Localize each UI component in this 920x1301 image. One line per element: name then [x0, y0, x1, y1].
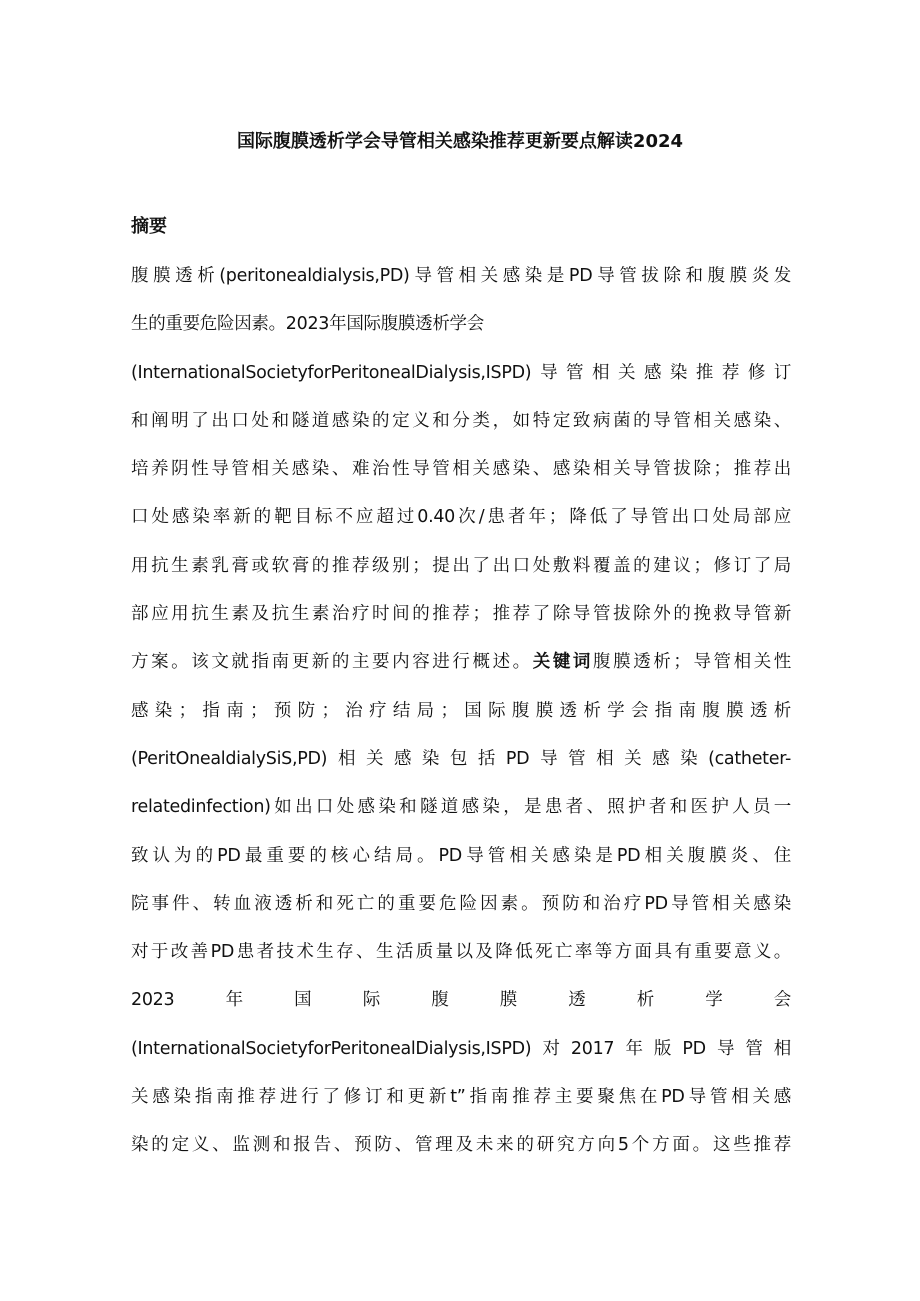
abstract-body — [131, 259, 791, 1177]
spread-char: 际 — [362, 990, 380, 1011]
spread-char: 膜 — [499, 990, 517, 1011]
body-line: 培养阴性导管相关感染、难治性导管相关感染、感染相关导管拔除；推荐出 — [131, 459, 791, 480]
body-line — [131, 983, 791, 1031]
body-line: 口处感染率新的靶目标不应超过0.40次/患者年；降低了导管出口处局部应 — [131, 507, 791, 528]
body-line: 对于改善PD患者技术生存、生活质量以及降低死亡率等方面具有重要意义。 — [131, 942, 791, 963]
body-line: 关感染指南推荐进行了修订和更新t”指南推荐主要聚焦在PD导管相关感 — [131, 1087, 791, 1108]
body-line: 染的定义、监测和报告、预防、管理及未来的研究方向5个方面。这些推荐 — [131, 1135, 791, 1156]
body-line: 院事件、转血液透析和死亡的重要危险因素。预防和治疗PD导管相关感染 — [131, 893, 791, 914]
body-line: 和阐明了出口处和隧道感染的定义和分类，如特定致病菌的导管相关感染、 — [131, 410, 791, 431]
body-text: 方案。该文就指南更新的主要内容进行概述。 — [131, 652, 533, 673]
spread-char: 国 — [294, 990, 312, 1011]
keywords-text: 腹膜透析；导管相关性 — [593, 652, 791, 673]
body-line: (PeritOnealdialySiS,PD)相关感染包括PD导管相关感染(catheter- — [131, 748, 791, 769]
body-line: (InternationalSocietyforPeritonealDialysis,ISPD)对2017年版PD导管相 — [131, 1038, 791, 1059]
spread-char: 透 — [568, 990, 586, 1011]
spread-char: 学 — [705, 990, 723, 1011]
body-line-keywords — [131, 645, 791, 693]
spread-char: 年 — [225, 990, 243, 1011]
spread-char: 会 — [773, 990, 791, 1011]
body-line: 致认为的PD最重要的核心结局。PD导管相关感染是PD相关腹膜炎、住 — [131, 845, 791, 866]
spread-char: 析 — [636, 990, 654, 1011]
body-line: 用抗生素乳膏或软膏的推荐级别；提出了出口处敷料覆盖的建议；修订了局 — [131, 555, 791, 576]
body-line: 生的重要危险因素。2023年国际腹膜透析学会 — [131, 314, 484, 335]
spread-char: 腹 — [431, 990, 449, 1011]
body-line: 感染；指南；预防；治疗结局；国际腹膜透析学会指南腹膜透析 — [131, 700, 791, 721]
abstract-heading: 摘要 — [131, 216, 167, 237]
body-line: (InternationalSocietyforPeritonealDialysis,ISPD)导管相关感染推荐修订 — [131, 362, 791, 383]
body-line: relatedinfection)如出口处感染和隧道感染，是患者、照护者和医护人员一 — [131, 797, 791, 818]
spread-char: 2023 — [131, 990, 175, 1011]
body-line: 部应用抗生素及抗生素治疗时间的推荐；推荐了除导管拔除外的挽救导管新 — [131, 604, 791, 625]
keywords-label: 关键词 — [532, 652, 594, 673]
document-title: 国际腹膜透析学会导管相关感染推荐更新要点解读2024 — [236, 131, 684, 152]
body-line: 腹膜透析(peritonealdialysis,PD)导管相关感染是PD导管拔除和腹膜炎发 — [131, 266, 791, 286]
